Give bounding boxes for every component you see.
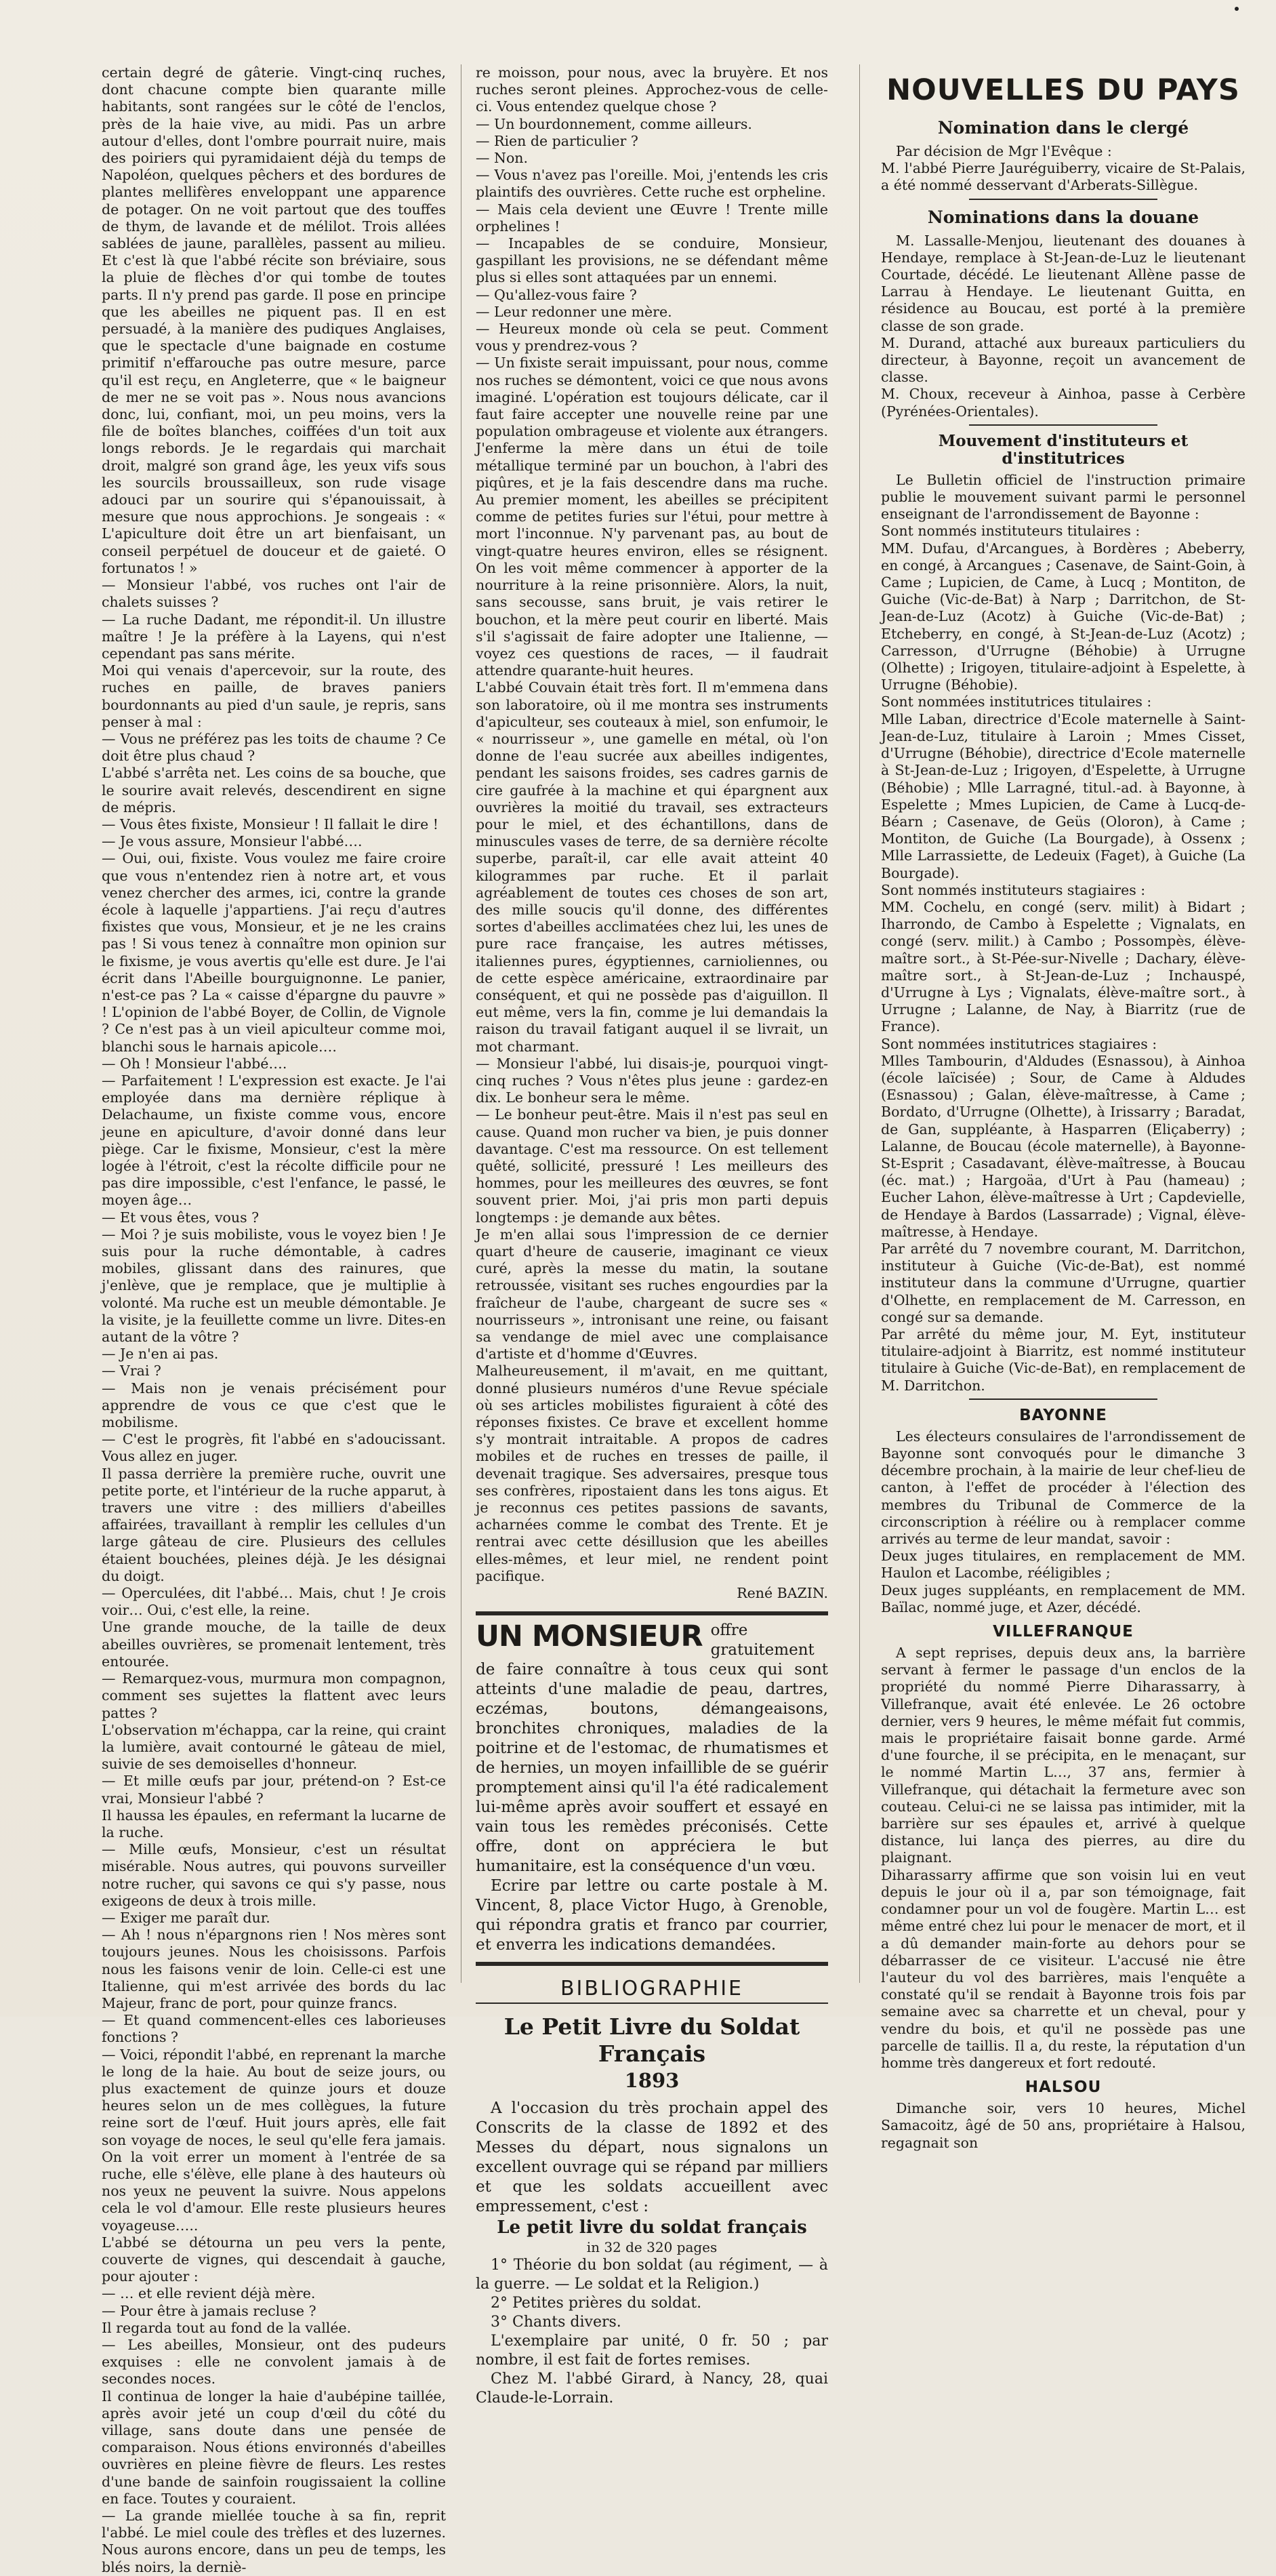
book-price: L'exemplaire par unité, 0 fr. 50 ; par nombre, il est fait de fortes remises. (476, 2333, 828, 2369)
customs-text: M. Lassalle-Menjou, lieutenant des douanes à Hendaye, remplace à St-Jean-de-Luz le lieutenant Courtade, décédé. Le lieutenant Allène passe de Larrau à Hendaye. Le lieutenant Guitta, en résidence au Boucau, est porté à la première classe de son grade. M. Durand, attaché aux bureaux particuliers du directeur, à Bayonne, reçoit un avancement de classe. M. Choux, receveur à Ainhoa, passe à Cerbère (Pyrénées-Orientales). (881, 232, 1246, 420)
column-2 (476, 64, 828, 2407)
advertisement-body (476, 1621, 828, 1876)
ink-speck (1235, 7, 1239, 11)
divider (969, 199, 1157, 200)
author-signature: René BAZIN. (737, 1585, 828, 1602)
teachers-text: Le Bulletin officiel de l'instruction primaire publie le mouvement suivant parmi le personnel enseignant de l'arrondissement de Bayonne : Sont nommés instituteurs titulaires : MM. Dufau, d'Arcangues, à Bordères ; Abeberry, en congé, à Arcangues ; Casenave, de Saint-Goin, à Came ; Lupicien, de Came, à Lucq ; Montiton, de Guiche (Vic-de-Bat) à Narp ; Darritchon, de St-Jean-de-Luz (Acotz) à Guiche (Vic-de-Bat) ; Etcheberry, en congé, à St-Jean-de-Luz (Acotz) ; Carresson, d'Urrugne (Béhobie) à Urrugne (Olhette) ; Irigoyen, titulaire-adjoint à Espelette, à Urrugne (Béhobie). Sont nommées institutrices titulaires : Mlle Laban, directrice d'Ecole maternelle à Saint-Jean-de-Luz, titulaire à Laroin ; Mmes Cisset, d'Urrugne (Béhobie), directrice d'Ecole maternelle à St-Jean-de-Luz ; Irigoyen, d'Espelette, à Urrugne (Béhobie) ; Mlle Larragné, titul.-ad. à Bayonne, à Espelette ; Mmes Lupicien, de Came à Lucq-de-Béarn ; Casenave, de Geüs (Oloron), à Came ; Montiton, de Guiche (La Bourgade), à Ossenx ; Mlle Larrassiette, de Ledeuix (Faget), à Guiche (La Bourgade). Sont nommés instituteurs stagiaires : MM. Cochelu, en congé (serv. milit) à Bidart ; Iharrondo, de Cambo à Espelette ; Vignalats, en congé (serv. milit.) à Cambo ; Possompès, élève-maître sort., à St-Pée-sur-Nivelle ; Dachary, élève-maître sort., à St-Jean-de-Luz ; Inchauspé, d'Urrugne à Lys ; Vignalats, élève-maître sort., à Urrugne ; Lalanne, de Nay, à Biarritz (rue de France). Sont nommées institutrices stagiaires : Mlles Tambourin, d'Aldudes (Esnassou), à Ainhoa (école laïcisée) ; Sour, de Came à Aldudes (Esnassou) ; Galan, élève-maîtresse, à Came ; Bordato, d'Urrugne (Olhette), à Irissarry ; Baradat, de Gan, suppléante, à Hasparren (Eliçaberry) ; Lalanne, de Boucau (école maternelle), à Bayonne-St-Esprit ; Casadavant, élève-maîtresse, à Boucau (éc. mat.) ; Hargoäa, d'Urt à Pau (hameau) ; Eucher Lahon, élève-maîtresse à Urt ; Capdevielle, de Hendaye à Bardos (Lassarrade) ; Vignal, élève-maîtresse, à Hendaye. Par arrêté du 7 novembre courant, M. Darritchon, instituteur à Guiche (Vic-de-Bat), est nommé instituteur dans la commune d'Urrugne, quartier d'Olhette, en remplacement de M. Carresson, en congé sur sa demande. Par arrêté du même jour, M. Eyt, instituteur titulaire-adjoint à Biarritz, est nommé instituteur titulaire à Guiche (Vic-de-Bat), en remplacement de M. Darritchon. (881, 471, 1246, 1394)
heading-bayonne: BAYONNE (1019, 1406, 1107, 1424)
bibliography-intro: A l'occasion du très prochain appel des Conscrits de la classe de 1892 et des Messes du départ, nous signalons un excellent ouvrage qui se répand par milliers et que les soldats accueillent avec empressement, c'est : (476, 2099, 828, 2216)
section-title: NOUVELLES DU PAYS (886, 73, 1240, 107)
heading-customs: Nominations dans la douane (927, 207, 1199, 227)
heading-villefranque: VILLEFRANQUE (993, 1623, 1134, 1641)
column-rule (859, 64, 860, 1983)
book-subtitle: Le petit livre du soldat français (497, 2217, 807, 2238)
bibliography-heading: BIBLIOGRAPHIE (476, 1975, 828, 2004)
book-contents-2: 2° Petites prières du soldat. (491, 2295, 702, 2312)
advertisement-box (476, 1611, 828, 1966)
book-contents-1: 1° Théorie du bon soldat (au régiment, — à la guerre. — Le soldat et la Religion.) (476, 2257, 828, 2293)
villefranque-text: A sept reprises, depuis deux ans, la barrière servant à fermer le passage d'un enclos de la propriété du nommé Pierre Diharassarry, à Villefranque, avait été enlevée. Le 26 octobre dernier, vers 9 heures, le même méfait fut commis, mais le propriétaire faisait bonne garde. Armé d'une fourche, il se précipita, en le menaçant, sur le nommé Martin L…, 37 ans, fermier à Villefranque, qui détachait la fermeture avec son couteau. Celui-ci ne se laissa pas intimider, mit la barrière sur ses épaules et, arrivé à quelque distance, lui lança des pierres, au dire du plaignant. Diharassarry affirme que son voisin lui en veut depuis le jour où il a, par son témoignage, fait condamner pour un vol de fougère. Martin L… est même entré chez lui pour le menacer de mort, et il a dû demander main-forte au dehors pour se débarrasser de ce visiteur. L'accusé nie être l'auteur du vol des barrières, mais l'enquête a constaté qu'il se rendait à Bayonne trois fois par semaine avec sa charrette et un cheval, pour y vendre du bois, et qu'il ne possède pas une parcelle de taillis. Il a, du reste, la réputation d'un homme très dangereux et fort redouté. (881, 1645, 1246, 2071)
book-contents-3: 3° Chants divers. (491, 2314, 621, 2331)
heading-clergy: Nomination dans le clergé (937, 118, 1189, 138)
halsou-text: Dimanche soir, vers 10 heures, Michel Samacoitz, âgé de 50 ans, propriétaire à Halsou, regagnait son (881, 2100, 1246, 2151)
book-address: Chez M. l'abbé Girard, à Nancy, 28, quai Claude-le-Lorrain. (476, 2371, 828, 2407)
heading-teachers: Mouvement d'instituteurs et d'institutrices (938, 431, 1189, 468)
advertisement-text: offre gratuitement de faire connaître à tous ceux qui sont atteints d'une maladie de peau, dartres, eczémas, boutons, démangeaisons, bronchites chroniques, maladies de la poitrine et de l'estomac, de rhumatismes et de hernies, un moyen infaillible de se guérir promptement ainsi qu'il l'a été radicalement lui-même après avoir souffert et essayé en vain tous les remèdes préconisés. Cette offre, dont on appréciera le but humanitaire, est la conséquence d'un vœu. (476, 1622, 828, 1876)
clergy-text: Par décision de Mgr l'Evêque : M. l'abbé Pierre Jauréguiberry, vicaire de St-Palais, a été nommé desservant d'Arberats-Sillègue. (881, 143, 1246, 194)
feuilleton-continued-text: re moisson, pour nous, avec la bruyère. Et nos ruches seront pleines. Approchez-vous de celle-ci. Vous entendez quelque chose ? — Un bourdonnement, comme ailleurs. — Rien de particulier ? — Non. — Vous n'avez pas l'oreille. Moi, j'entends les cris plaintifs des ouvrières. Cette ruche est orpheline. — Mais cela devient une Œuvre ! Trente mille orphelines ! — Incapables de se conduire, Monsieur, gaspillant les provisions, ne se défendant même plus si elles sont attaquées par un ennemi. — Qu'allez-vous faire ? — Leur redonner une mère. — Heureux monde où cela se peut. Comment vous y prendrez-vous ? — Un fixiste serait impuissant, pour nous, comme nos ruches se démontent, voici ce que nous avons imaginé. L'opération est toujours délicate, car il faut faire accepter une nouvelle reine par une population ombrageuse et violente aux étrangers. J'enferme la mère dans un étui de toile métallique terminé par un bouchon, à l'abri des piqûres, et je la fais descendre dans ma ruche. Au premier moment, les abeilles se précipitent comme de petites furies sur l'étui, pour mettre à mort l'inconnue. N'y parvenant pas, au bout de vingt-quatre heures environ, elles se résignent. On les voit même commencer à apporter de la nourriture à la reine prisonnière. Alors, la nuit, sans secousse, sans bruit, je vais retirer le bouchon, et la mère peut courir en liberté. Mais s'il s'agissait de faire adopter une Italienne, — voyez ces questions de races, — il faudrait attendre quarante-huit heures. L'abbé Couvain était très fort. Il m'emmena dans son laboratoire, où il me montra ses instruments d'apiculteur, ses couteaux à miel, son enfumoir, le « nourrisseur », une gamelle en métal, où l'on donne de l'eau sucrée aux abeilles indigentes, pendant les saisons froides, ses cadres garnis de cire gaufrée à la machine et qui épargnent aux ouvrières la moitié du travail, ses extracteurs pour le miel, et des échantillons, dans de minuscules vases de terre, de sa dernière récolte superbe, paraît-il, car elle avait atteint 40 kilogrammes par ruche. Et il parlait agréablement de toutes ces choses de son art, des mille soucis qu'il donne, des différentes sortes d'abeilles acclimatées chez lui, les unes de pure race française, les autres métisses, italiennes pures, égyptiennes, carnioliennes, ou de cette espèce américaine, extraordinaire par conséquent, et qui ne possède pas d'aiguillon. Il eut même, vers la fin, comme je lui demandais la raison du travail fatigant auquel il se livrait, un mot charmant. — Monsieur l'abbé, lui disais-je, pourquoi vingt-cinq ruches ? Vous n'êtes plus jeune : gardez-en dix. Le bonheur sera le même. — Le bonheur peut-être. Mais il n'est pas seul en cause. Quand mon rucher va bien, je puis donner davantage. C'est ma ressource. On est tellement quêté, sollicité, pressuré ! Les meilleurs des hommes, pour les meilleures des œuvres, se font souvent prier. Moi, j'ai pris mon parti depuis longtemps : je demande aux bêtes. Je m'en allai sous l'impression de ce dernier quart d'heure de causerie, imaginant ce vieux curé, après la messe du matin, la soutane retroussée, visitant ses ruches engourdies par la fraîcheur de l'aube, chargeant de sucre ses « nourrisseurs », intronisant une reine, ou faisant sa vendange de miel avec une complaisance d'artiste et d'homme d'Œuvres. Malheureusement, il m'avait, en me quittant, donné plusieurs numéros d'une Revue spéciale où ses articles mobilistes figuraient à côté des réponses fixistes. Ce brave et excellent homme s'y montrait intraitable. A propos de cadres mobiles et de ruches en tresses de paille, il devenait tragique. Ses adversaires, presque tous ses confrères, ripostaient dans les tons aigus. Et je reconnus ces petites passions de savants, acharnées comme le combat des Trente. Et je rentrai avec cette désillusion que les abeilles elles-mêmes, et leur miel, ne rendent point pacifique. (476, 64, 828, 1584)
bayonne-text: Les électeurs consulaires de l'arrondissement de Bayonne sont convoqués pour le dimanche 3 décembre prochain, à la mairie de leur chef-lieu de canton, à l'effet de procéder à l'élection des membres du Tribunal de Commerce de la circonscription à réélire ou à remplacer comme arrivés au terme de leur mandat, savoir : Deux juges titulaires, en remplacement de MM. Haulon et Lacombe, rééligibles ; Deux juges suppléants, en remplacement de MM. Baïlac, nommé juge, et Azer, décédé. (881, 1428, 1246, 1615)
book-title: Le Petit Livre du Soldat Français (503, 2013, 800, 2068)
book-year: 1893 (624, 2069, 680, 2093)
column-1 (102, 64, 446, 2575)
heading-halsou: HALSOU (1025, 2078, 1102, 2097)
divider (969, 1398, 1157, 1400)
advertisement-contact: Ecrire par lettre ou carte postale à M. Vincent, 8, place Victor Hugo, à Grenoble, qui répondra gratis et franco par courrier, et enverra les indications demandées. (476, 1877, 828, 1954)
column-3 (881, 64, 1246, 2151)
feuilleton-text: certain degré de gâterie. Vingt-cinq ruches, dont chacune compte bien quarante mille habitants, sont rangées sur le côté de l'enclos, près de la haie vive, au midi. Pas un arbre autour d'elles, dont l'ombre pourrait nuire, mais des poiriers qui pyramidaient déjà du temps de Napoléon, quelques pêchers et des bordures de plantes mellifères enveloppant une apparence de potager. On ne voit partout que des touffes de thym, de lavande et de mélilot. Trois allées sablées de jaune, parallèles, passent au milieu. Et c'est là que l'abbé récite son bréviaire, sous la pluie de flèches d'or qui tombe de toutes parts. Il n'y prend pas garde. Il pose en principe que les abeilles ne piquent pas. Il en est persuadé, à la manière des pudiques Anglaises, que le spectacle d'une baignade en costume primitif n'effarouche pas outre mesure, parce qu'il est reçu, en Angleterre, que « le baigneur de mer ne se voit pas ». Nous nous avancions donc, lui, confiant, moi, un peu moins, vers la file de boîtes blanches, coiffées d'un toit aux longs rebords. Je le regardais qui marchait droit, malgré son grand âge, les yeux vifs sous les sourcils broussailleux, son rude visage adouci par un sourire qui s'épanouissait, à mesure que nous approchions. Je songeais : « L'apiculture doit être un art bienfaisant, un conseil perpétuel de douceur et de gaieté. O fortunatos ! » — Monsieur l'abbé, vos ruches ont l'air de chalets suisses ? — La ruche Dadant, me répondit-il. Un illustre maître ! Je la préfère à la Layens, qui n'est cependant pas sans mérite. Moi qui venais d'apercevoir, sur la route, des ruches en paille, de braves paniers bourdonnants au pied d'un saule, je repris, sans penser à mal : — Vous ne préférez pas les toits de chaume ? Ce doit être plus chaud ? L'abbé s'arrêta net. Les coins de sa bouche, que le sourire avait relevés, descendirent en signe de mépris. — Vous êtes fixiste, Monsieur ! Il fallait le dire ! — Je vous assure, Monsieur l'abbé…. — Oui, oui, fixiste. Vous voulez me faire croire que vous n'entendez rien à notre art, et vous venez chercher des armes, ici, contre la grande école à laquelle j'appartiens. J'ai reçu d'autres fixistes que vous, Monsieur, et je ne les crains pas ! Si vous tenez à connaître mon opinion sur le fixisme, je vous avertis qu'elle est dure. Je l'ai écrit dans l'Abeille bourguignonne. Le panier, n'est-ce pas ? La « caisse d'épargne du pauvre » ! L'opinion de l'abbé Boyer, de Collin, de Vignole ? Ce n'est pas à un vieil apiculteur comme moi, blanchi sous le harnais apicole…. — Oh ! Monsieur l'abbé…. — Parfaitement ! L'expression est exacte. Je l'ai employée dans ma dernière réplique à Delachaume, un fixiste comme vous, encore jeune en apiculture, d'avoir donné dans leur piège. Car le fixisme, Monsieur, c'est la mère logée à l'étroit, c'est la récolte difficile pour ne pas dire impossible, c'est l'enfance, le passé, le moyen âge… — Et vous êtes, vous ? — Moi ? je suis mobiliste, vous le voyez bien ! Je suis pour la ruche démontable, à cadres mobiles, glissant dans des rainures, que j'enlève, que je remplace, que je multiplie à volonté. Ma ruche est un meuble démontable. Je la visite, je la feuillette comme un livre. Dites-en autant de la vôtre ? — Je n'en ai pas. — Vrai ? — Mais non je venais précisément pour apprendre de vous ce que c'est que le mobilisme. — C'est le progrès, fit l'abbé en s'adoucissant. Vous allez en juger. Il passa derrière la première ruche, ouvrit une petite porte, et l'intérieur de la ruche apparut, à travers une vitre : des milliers d'abeilles affairées, travaillant à remplir les cellules d'un large gâteau de cire. Plusieurs des cellules étaient bouchées, pleines déjà. Je les désignai du doigt. — Operculées, dit l'abbé… Mais, chut ! Je crois voir… Oui, c'est elle, la reine. Une grande mouche, de la taille de deux abeilles ouvrières, se promenait lentement, très entourée. — Remarquez-vous, murmura mon compagnon, comment ses sujettes la flattent avec leurs pattes ? L'observation m'échappa, car la reine, qui craint la lumière, avait contourné le gâteau de miel, suivie de ses demoiselles d'honneur. — Et mille œufs par jour, prétend-on ? Est-ce vrai, Monsieur l'abbé ? Il haussa les épaules, en refermant la lucarne de la ruche. — Mille œufs, Monsieur, c'est un résultat misérable. Nous autres, qui pouvons surveiller notre rucher, qui savons ce qui s'y passe, nous exigeons de deux à trois mille. — Exiger me paraît dur. — Ah ! nous n'épargnons rien ! Nos mères sont toujours jeunes. Nous les choisissons. Parfois nous les faisons venir de loin. Celle-ci est une Italienne, qui m'est arrivée des bords du lac Majeur, franc de port, pour quinze francs. — Et quand commencent-elles ces laborieuses fonctions ? — Voici, répondit l'abbé, en reprenant la marche le long de la haie. Au bout de seize jours, ou plus exactement de quinze jours et douze heures selon un de mes collègues, la future reine sort de l'œuf. Huit jours après, elle fait son voyage de noces, le seul qu'elle fera jamais. On la voit errer un moment à l'entrée de sa ruche, elle s'élève, elle plane à des hauteurs où nos yeux ne peuvent la suivre. Nous appelons cela le vol d'amour. Elle reste plusieurs heures voyageuse….. L'abbé se détourna un peu vers la pente, couverte de vignes, qui descendait à gauche, pour ajouter : — … et elle revient déjà mère. — Pour être à jamais recluse ? Il regarda tout au fond de la vallée. — Les abeilles, Monsieur, ont des pudeurs exquises : elle ne convolent jamais à de secondes noces. Il continua de longer la haie d'aubépine taillée, après avoir jeté un coup d'œil du côté du village, sans doute dans une pensée de comparaison. Nous étions environnés d'abeilles ouvrières en pleine fièvre de fleurs. Les restes d'une bande de sainfoin rougissaient la colline en face. Toutes y couraient. — La grande miellée touche à sa fin, reprit l'abbé. Le miel coule des trèfles et des luzernes. Nous aurons encore, dans un peu de temps, les blés noirs, la derniè- (102, 64, 446, 2575)
book-pages: in 32 de 320 pages (586, 2239, 718, 2256)
advertisement-headline: UN MONSIEUR (476, 1619, 703, 1654)
divider (969, 424, 1157, 426)
